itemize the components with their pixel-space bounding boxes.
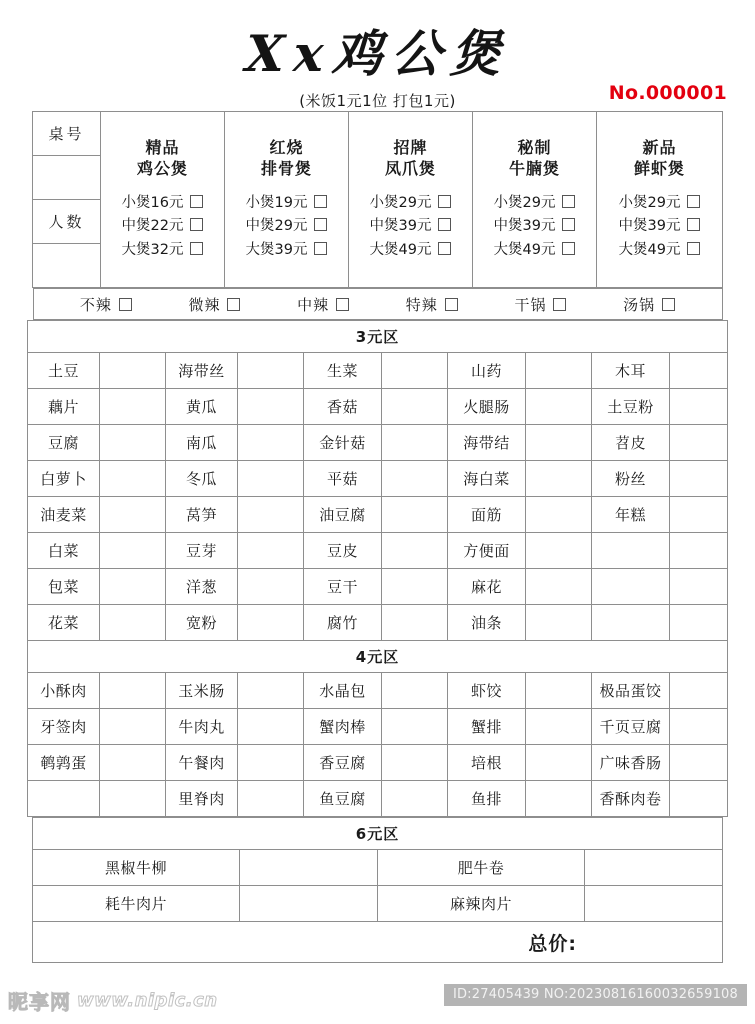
item-qty[interactable]: [237, 389, 303, 425]
item-name[interactable]: 包菜: [27, 569, 99, 605]
item-qty[interactable]: [381, 461, 447, 497]
item-name[interactable]: 南瓜: [165, 425, 237, 461]
item-qty[interactable]: [237, 781, 303, 817]
checkbox-icon[interactable]: [190, 195, 203, 208]
item-name[interactable]: 土豆: [27, 353, 99, 389]
checkbox-icon[interactable]: [562, 195, 575, 208]
item-qty[interactable]: [669, 745, 727, 781]
item-qty[interactable]: [381, 673, 447, 709]
item-qty[interactable]: [669, 389, 727, 425]
price-note: (米饭1元1位 打包1元): [299, 92, 456, 110]
item-name[interactable]: 水晶包: [303, 673, 381, 709]
combo-size-label: 中煲22元: [121, 218, 184, 235]
spice-option-4[interactable]: [514, 294, 566, 315]
spice-label: 干锅: [514, 295, 547, 314]
item-name[interactable]: 海带结: [447, 425, 525, 461]
section-title-6yuan: 6元区: [33, 818, 723, 850]
section-table-6yuan: [32, 817, 723, 963]
combo-name-0-line2: 鸡公煲: [136, 159, 188, 179]
item-qty[interactable]: [525, 497, 591, 533]
table-row: [27, 605, 727, 641]
combo-size-row[interactable]: [494, 192, 576, 215]
combo-name-0-line1: 精品: [145, 137, 180, 157]
page-header: [0, 0, 755, 111]
item-qty[interactable]: [99, 709, 165, 745]
item-name[interactable]: 极品蛋饺: [591, 673, 669, 709]
item-qty[interactable]: [669, 673, 727, 709]
section-title-3yuan: 3元区: [27, 321, 727, 353]
combo-size-row[interactable]: [494, 215, 576, 238]
combo-name-3-line2: 牛腩煲: [508, 159, 560, 179]
item-qty[interactable]: [525, 389, 591, 425]
combo-prices-4: [619, 192, 701, 262]
combo-size-row[interactable]: [619, 215, 701, 238]
item-name[interactable]: 苕皮: [591, 425, 669, 461]
item-qty[interactable]: [525, 605, 591, 641]
table-row: [33, 850, 723, 886]
item-qty[interactable]: [669, 781, 727, 817]
combo-cell-1[interactable]: [225, 112, 349, 288]
item-qty[interactable]: [669, 569, 727, 605]
item-qty[interactable]: [99, 497, 165, 533]
checkbox-icon[interactable]: [438, 242, 451, 255]
combo-size-row[interactable]: [370, 192, 452, 215]
item-name[interactable]: 平菇: [303, 461, 381, 497]
item-qty[interactable]: [525, 461, 591, 497]
combo-size-row[interactable]: [370, 239, 452, 262]
item-name[interactable]: 蟹肉棒: [303, 709, 381, 745]
item-name[interactable]: 千页豆腐: [591, 709, 669, 745]
item-name[interactable]: 宽粉: [165, 605, 237, 641]
item-qty[interactable]: [240, 886, 378, 922]
table-row: [27, 569, 727, 605]
combo-size-label: 小煲19元: [245, 194, 308, 211]
item-name[interactable]: 海带丝: [165, 353, 237, 389]
combo-prices-1: [246, 192, 328, 262]
table-row: [27, 745, 727, 781]
item-name[interactable]: 玉米肠: [165, 673, 237, 709]
table-row: [27, 533, 727, 569]
item-qty[interactable]: [525, 709, 591, 745]
item-qty[interactable]: [669, 461, 727, 497]
item-qty[interactable]: [237, 425, 303, 461]
combo-prices-0: [122, 192, 204, 262]
item-name[interactable]: 莴笋: [165, 497, 237, 533]
combo-name-1-line2: 排骨煲: [260, 159, 312, 179]
combo-cell-2[interactable]: [349, 112, 473, 288]
item-name[interactable]: 豆芽: [165, 533, 237, 569]
item-qty[interactable]: [525, 673, 591, 709]
item-name[interactable]: 面筋: [447, 497, 525, 533]
checkbox-icon[interactable]: [687, 195, 700, 208]
combo-name-4-line2: 鲜虾煲: [633, 159, 685, 179]
item-qty[interactable]: [99, 745, 165, 781]
combo-size-row[interactable]: [246, 215, 328, 238]
item-qty[interactable]: [99, 569, 165, 605]
combo-size-label: 大煲39元: [245, 241, 308, 258]
item-qty[interactable]: [237, 461, 303, 497]
item-name[interactable]: 麻辣肉片: [378, 886, 585, 922]
item-name[interactable]: 粉丝: [591, 461, 669, 497]
combo-size-row[interactable]: [246, 239, 328, 262]
combo-cell-3[interactable]: [473, 112, 597, 288]
combo-prices-3: [494, 192, 576, 262]
item-name[interactable]: 金针菇: [303, 425, 381, 461]
total-price-label: 总价:: [528, 932, 577, 955]
checkbox-icon[interactable]: [687, 242, 700, 255]
item-qty[interactable]: [381, 425, 447, 461]
checkbox-icon[interactable]: [562, 218, 575, 231]
item-name[interactable]: 油豆腐: [303, 497, 381, 533]
checkbox-icon[interactable]: [445, 298, 458, 311]
checkbox-icon[interactable]: [336, 298, 349, 311]
item-qty[interactable]: [669, 353, 727, 389]
combo-size-label: 小煲16元: [121, 194, 184, 211]
item-name[interactable]: 方便面: [447, 533, 525, 569]
item-qty[interactable]: [237, 709, 303, 745]
item-qty[interactable]: [585, 886, 723, 922]
table-row: [33, 886, 723, 922]
table-row: [27, 461, 727, 497]
combo-size-row[interactable]: [619, 239, 701, 262]
combo-size-row[interactable]: [122, 192, 204, 215]
item-qty[interactable]: [381, 709, 447, 745]
combo-size-label: 小煲29元: [618, 194, 681, 211]
spice-label: 特辣: [405, 295, 438, 314]
item-qty[interactable]: [669, 425, 727, 461]
image-id-badge: ID:27405439 NO:20230816160032659108: [444, 984, 747, 1006]
item-name[interactable]: 油条: [447, 605, 525, 641]
table-row: [27, 497, 727, 533]
checkbox-icon[interactable]: [314, 218, 327, 231]
item-name[interactable]: 里脊肉: [165, 781, 237, 817]
checkbox-icon[interactable]: [438, 218, 451, 231]
item-name[interactable]: 洋葱: [165, 569, 237, 605]
checkbox-icon[interactable]: [553, 298, 566, 311]
table-row: [27, 389, 727, 425]
item-name[interactable]: 藕片: [27, 389, 99, 425]
item-name[interactable]: 牙签肉: [27, 709, 99, 745]
watermark-url: www.nipic.cn: [77, 990, 218, 1011]
item-qty[interactable]: [237, 497, 303, 533]
combo-size-row[interactable]: [122, 239, 204, 262]
table-row: [27, 781, 727, 817]
item-name[interactable]: 腐竹: [303, 605, 381, 641]
item-name[interactable]: 木耳: [591, 353, 669, 389]
item-qty[interactable]: [381, 497, 447, 533]
item-qty[interactable]: [99, 605, 165, 641]
item-qty[interactable]: [237, 533, 303, 569]
item-name[interactable]: 蟹排: [447, 709, 525, 745]
people-count-input[interactable]: [33, 244, 101, 288]
item-name[interactable]: 鱼豆腐: [303, 781, 381, 817]
spice-option-2[interactable]: [297, 294, 349, 315]
item-qty[interactable]: [237, 605, 303, 641]
item-name[interactable]: [591, 569, 669, 605]
combo-size-label: 中煲29元: [245, 218, 308, 235]
combo-size-label: 中煲39元: [369, 218, 432, 235]
combo-name-3-line1: 秘制: [517, 137, 552, 157]
combo-size-label: 大煲49元: [493, 241, 556, 258]
checkbox-icon[interactable]: [438, 195, 451, 208]
spice-label: 中辣: [297, 295, 330, 314]
item-name[interactable]: 小酥肉: [27, 673, 99, 709]
watermark-brand: [8, 986, 218, 1015]
watermark-logo: 昵享网: [8, 990, 71, 1014]
item-name[interactable]: [591, 533, 669, 569]
combo-name-2-line1: 招牌: [393, 137, 428, 157]
item-qty[interactable]: [99, 389, 165, 425]
table-row: [27, 673, 727, 709]
combo-size-label: 小煲29元: [369, 194, 432, 211]
item-qty[interactable]: [381, 781, 447, 817]
item-qty[interactable]: [237, 673, 303, 709]
table-number-label: 桌号: [33, 112, 101, 156]
spice-option-0[interactable]: [80, 294, 132, 315]
combo-name-1: [225, 137, 348, 180]
table-row: [27, 425, 727, 461]
item-name[interactable]: 火腿肠: [447, 389, 525, 425]
order-number: No.000001: [608, 82, 727, 104]
item-qty[interactable]: [525, 353, 591, 389]
item-qty[interactable]: [99, 533, 165, 569]
item-qty[interactable]: [381, 745, 447, 781]
combo-size-label: 大煲32元: [121, 241, 184, 258]
item-name[interactable]: 豆干: [303, 569, 381, 605]
item-name[interactable]: 白菜: [27, 533, 99, 569]
item-qty[interactable]: [585, 850, 723, 886]
table-row: [27, 709, 727, 745]
combo-name-3: [473, 137, 596, 180]
item-name[interactable]: 牛肉丸: [165, 709, 237, 745]
item-qty[interactable]: [525, 533, 591, 569]
item-name[interactable]: 鹌鹑蛋: [27, 745, 99, 781]
item-qty[interactable]: [99, 781, 165, 817]
item-qty[interactable]: [99, 425, 165, 461]
footer-watermark: [0, 984, 755, 1024]
combo-name-0: [101, 137, 224, 180]
combo-name-1-line1: 红烧: [269, 137, 304, 157]
item-qty[interactable]: [99, 353, 165, 389]
section-title-4yuan: 4元区: [27, 641, 727, 673]
item-name[interactable]: 鱼排: [447, 781, 525, 817]
item-name[interactable]: 山药: [447, 353, 525, 389]
combo-cell-0[interactable]: [101, 112, 225, 288]
combo-name-4-line1: 新品: [642, 137, 677, 157]
item-qty[interactable]: [669, 497, 727, 533]
item-name[interactable]: 虾饺: [447, 673, 525, 709]
item-name[interactable]: 黄瓜: [165, 389, 237, 425]
item-name[interactable]: 香菇: [303, 389, 381, 425]
item-qty[interactable]: [525, 781, 591, 817]
spice-label: 微辣: [188, 295, 221, 314]
checkbox-icon[interactable]: [687, 218, 700, 231]
item-name[interactable]: 香豆腐: [303, 745, 381, 781]
checkbox-icon[interactable]: [227, 298, 240, 311]
combo-size-label: 小煲29元: [493, 194, 556, 211]
combo-cell-4[interactable]: [597, 112, 723, 288]
combo-name-2-line2: 凤爪煲: [384, 159, 436, 179]
combo-size-row[interactable]: [246, 192, 328, 215]
spice-option-3[interactable]: [406, 294, 458, 315]
people-count-label: 人数: [33, 200, 101, 244]
item-qty[interactable]: [525, 745, 591, 781]
page-title: Xx鸡公煲: [244, 24, 511, 83]
checkbox-icon[interactable]: [314, 242, 327, 255]
checkbox-icon[interactable]: [190, 218, 203, 231]
item-name[interactable]: 培根: [447, 745, 525, 781]
combo-name-2: [349, 137, 472, 180]
item-name[interactable]: 耗牛肉片: [33, 886, 240, 922]
spice-options-table: [33, 288, 723, 320]
combo-header-table: [32, 111, 723, 288]
combo-size-label: 大煲49元: [369, 241, 432, 258]
combo-size-label: 中煲39元: [493, 218, 556, 235]
item-qty[interactable]: [381, 605, 447, 641]
item-name[interactable]: 豆皮: [303, 533, 381, 569]
item-qty[interactable]: [99, 673, 165, 709]
item-name[interactable]: 黑椒牛柳: [33, 850, 240, 886]
item-name[interactable]: 麻花: [447, 569, 525, 605]
combo-name-4: [597, 137, 722, 180]
combo-size-label: 中煲39元: [618, 218, 681, 235]
item-name[interactable]: 广味香肠: [591, 745, 669, 781]
item-name[interactable]: 豆腐: [27, 425, 99, 461]
combo-prices-2: [370, 192, 452, 262]
item-qty[interactable]: [669, 709, 727, 745]
item-name[interactable]: [27, 781, 99, 817]
item-name[interactable]: 油麦菜: [27, 497, 99, 533]
item-qty[interactable]: [525, 569, 591, 605]
item-qty[interactable]: [237, 569, 303, 605]
checkbox-icon[interactable]: [314, 195, 327, 208]
combo-size-row[interactable]: [370, 215, 452, 238]
item-name[interactable]: 肥牛卷: [378, 850, 585, 886]
checkbox-icon[interactable]: [190, 242, 203, 255]
combo-size-label: 大煲49元: [618, 241, 681, 258]
spice-option-1[interactable]: [188, 294, 240, 315]
total-price-cell[interactable]: [33, 922, 723, 963]
combo-size-row[interactable]: [619, 192, 701, 215]
item-name[interactable]: 白萝卜: [27, 461, 99, 497]
item-qty[interactable]: [669, 605, 727, 641]
spice-label: 不辣: [79, 295, 112, 314]
spice-option-5[interactable]: [623, 294, 675, 315]
item-name[interactable]: 香酥肉卷: [591, 781, 669, 817]
item-qty[interactable]: [381, 353, 447, 389]
item-qty[interactable]: [669, 533, 727, 569]
item-name[interactable]: 土豆粉: [591, 389, 669, 425]
combo-size-row[interactable]: [122, 215, 204, 238]
section-table-3yuan: [27, 320, 728, 817]
item-qty[interactable]: [381, 569, 447, 605]
item-qty[interactable]: [525, 425, 591, 461]
item-qty[interactable]: [99, 461, 165, 497]
table-number-input[interactable]: [33, 156, 101, 200]
item-name[interactable]: 年糕: [591, 497, 669, 533]
item-qty[interactable]: [381, 533, 447, 569]
spice-label: 汤锅: [623, 295, 656, 314]
item-qty[interactable]: [240, 850, 378, 886]
item-name[interactable]: 生菜: [303, 353, 381, 389]
item-qty[interactable]: [237, 745, 303, 781]
table-row: [27, 353, 727, 389]
spice-options-cell: [33, 289, 722, 320]
item-name[interactable]: 冬瓜: [165, 461, 237, 497]
item-qty[interactable]: [381, 389, 447, 425]
item-name[interactable]: 午餐肉: [165, 745, 237, 781]
checkbox-icon[interactable]: [119, 298, 132, 311]
item-name[interactable]: 海白菜: [447, 461, 525, 497]
item-name[interactable]: [591, 605, 669, 641]
checkbox-icon[interactable]: [562, 242, 575, 255]
checkbox-icon[interactable]: [662, 298, 675, 311]
combo-size-row[interactable]: [494, 239, 576, 262]
item-qty[interactable]: [237, 353, 303, 389]
item-name[interactable]: 花菜: [27, 605, 99, 641]
